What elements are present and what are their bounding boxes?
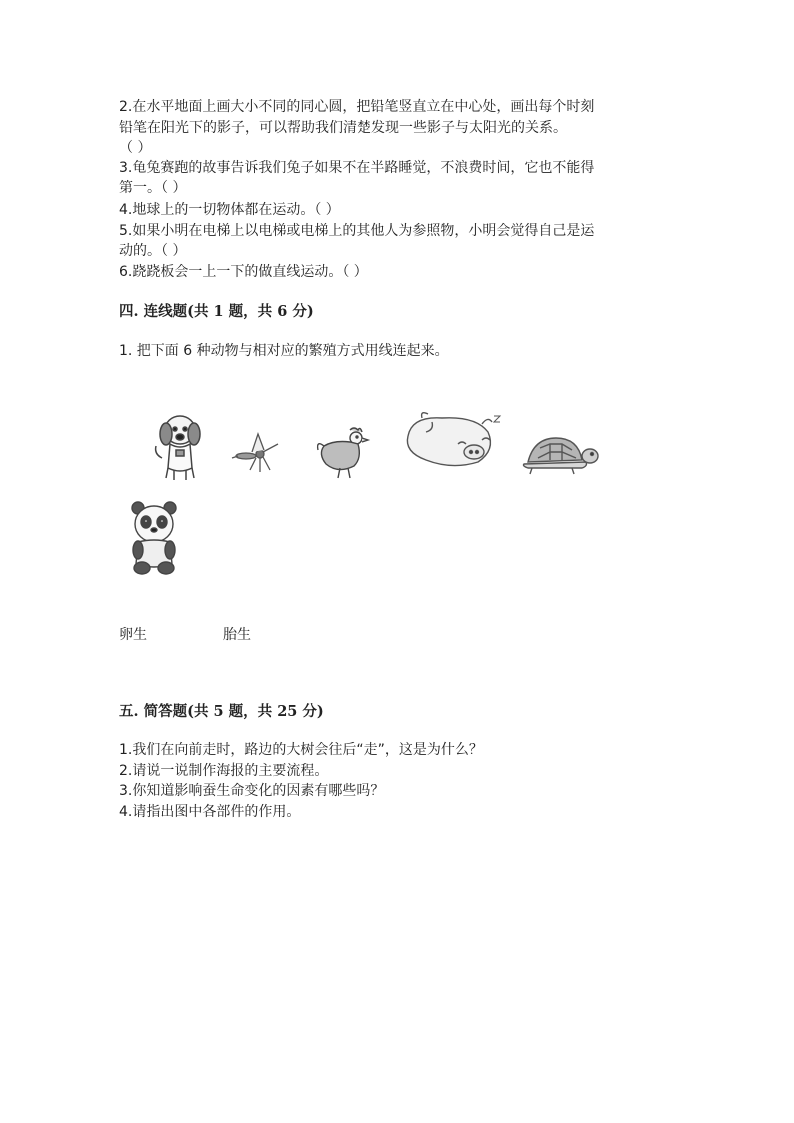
dog-icon bbox=[148, 410, 212, 482]
oviparous-label: 卵生 bbox=[119, 627, 147, 643]
tf-item-5-line-1: 5.如果小明在电梯上以电梯或电梯上的其他人为参照物，小明会觉得自己是运 bbox=[119, 223, 595, 239]
tf-item-4: 4.地球上的一切物体都在运动。（ ） bbox=[119, 202, 340, 218]
pig-icon bbox=[402, 410, 506, 472]
tf-item-3-line-2: 第一。（ ） bbox=[119, 180, 187, 196]
short-answer-question-4: 4.请指出图中各部件的作用。 bbox=[119, 804, 301, 820]
tf-item-2-line-2: 铅笔在阳光下的影子，可以帮助我们清楚发现一些影子与太阳光的关系。 bbox=[119, 120, 567, 136]
matching-question: 1. 把下面 6 种动物与相对应的繁殖方式用线连起来。 bbox=[119, 343, 449, 359]
short-answer-question-3: 3.你知道影响蚕生命变化的因素有哪些吗？ bbox=[119, 783, 385, 799]
turtle-icon bbox=[520, 432, 600, 476]
tf-item-6: 6.跷跷板会一上一下的做直线运动。（ ） bbox=[119, 264, 368, 280]
section-4-heading: 四. 连线题(共 1 题，共 6 分) bbox=[119, 303, 314, 320]
tf-item-5-line-2: 动的。（ ） bbox=[119, 243, 187, 259]
tf-item-2-answer: （ ） bbox=[119, 140, 152, 156]
short-answer-question-2: 2.请说一说制作海报的主要流程。 bbox=[119, 763, 329, 779]
tf-item-3-line-1: 3.龟兔赛跑的故事告诉我们兔子如果不在半路睡觉，不浪费时间，它也不能得 bbox=[119, 160, 595, 176]
mosquito-icon bbox=[230, 430, 282, 474]
short-answer-question-1: 1.我们在向前走时，路边的大树会往后“走”，这是为什么？ bbox=[119, 742, 483, 758]
hen-icon bbox=[314, 424, 374, 482]
panda-icon bbox=[130, 498, 178, 576]
viviparous-label: 胎生 bbox=[223, 627, 251, 643]
section-5-heading: 五. 简答题(共 5 题，共 25 分) bbox=[119, 703, 324, 720]
tf-item-2-line-1: 2.在水平地面上画大小不同的同心圆，把铅笔竖直立在中心处，画出每个时刻 bbox=[119, 99, 595, 115]
